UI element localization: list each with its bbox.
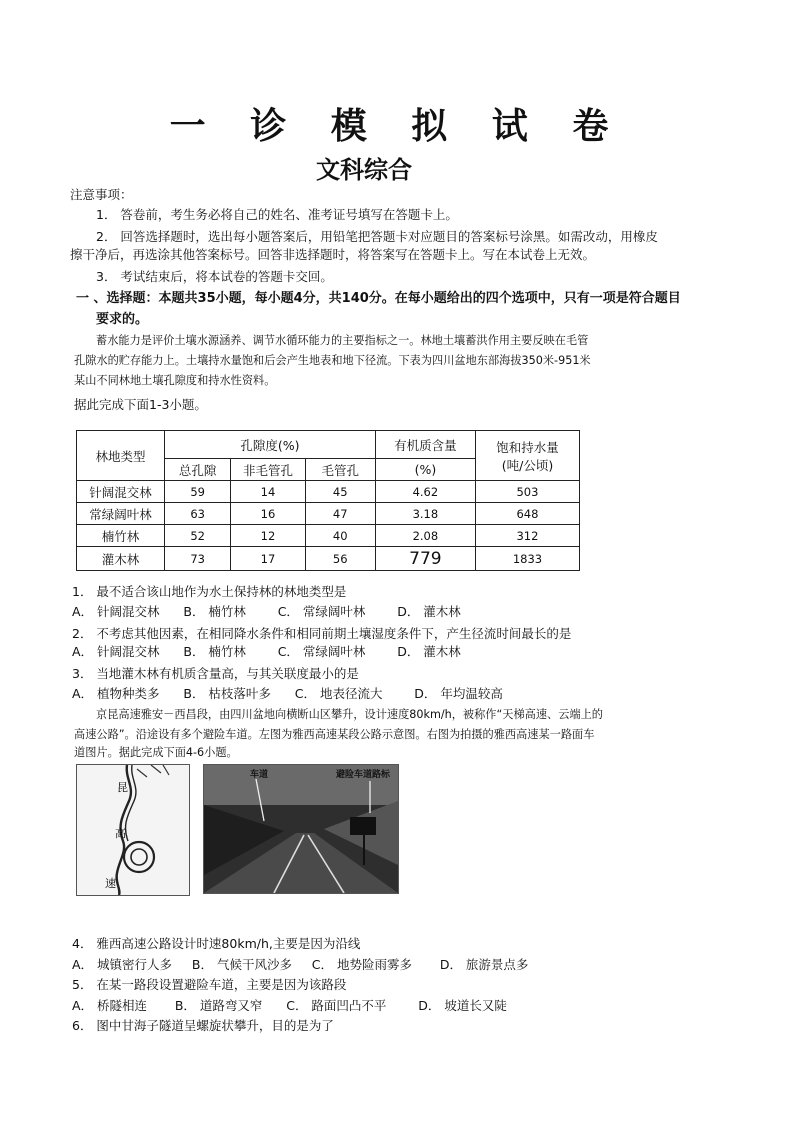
cell-saturation: 648 <box>475 503 579 525</box>
route-map-drawing <box>77 765 189 895</box>
question-3: 3． 当地灌木林有机质含量高，与其关联度最小的是 <box>72 666 359 681</box>
question-5-options: A． 桥隧相连 B． 道路弯又窄 C． 路面凹凸不平 D． 坡道长又陡 <box>72 998 507 1013</box>
table-row <box>77 547 580 571</box>
question-4: 4． 雅西高速公路设计时速80km/h,主要是因为沿线 <box>72 936 361 951</box>
question-5: 5． 在某一路段设置避险车道，主要是因为该路段 <box>72 977 347 992</box>
cell-organic: 779 <box>375 547 475 571</box>
page-subtitle <box>0 150 724 185</box>
section-heading-line-1: 一 、选择题：本题共35小题，每小题4分，共140分。在每小题给出的四个选项中，只有一项是符合题目 <box>76 291 681 306</box>
question-1-options: A． 针阔混交林 B． 楠竹林 C． 常绿阔叶林 D． 灌木林 <box>72 604 461 619</box>
table-row <box>77 503 580 525</box>
cell-organic: 2.08 <box>375 525 475 547</box>
passage1-line-3: 某山不同林地土壤孔隙度和持水性资料。 <box>74 374 276 387</box>
photo-label-lane: 车道 <box>250 770 269 780</box>
cell-type: 常绿阔叶林 <box>77 503 165 525</box>
cell-type: 针阔混交林 <box>77 481 165 503</box>
question-6: 6． 图中甘海子隧道呈螺旋状攀升，目的是为了 <box>72 1018 334 1033</box>
cell-noncap: 12 <box>231 525 305 547</box>
cell-cap: 45 <box>305 481 375 503</box>
passage1-line-4: 据此完成下面1-3小题。 <box>74 397 207 412</box>
map-char-2: 高 <box>115 827 126 840</box>
cell-type: 楠竹林 <box>77 525 165 547</box>
cell-noncap: 16 <box>231 503 305 525</box>
notice-item-1: 1． 答卷前，考生务必将自己的姓名、准考证号填写在答题卡上。 <box>96 207 458 222</box>
cell-type: 灌木林 <box>77 547 165 571</box>
cell-total: 52 <box>165 525 231 547</box>
passage2-line-2: 高速公路”。沿途设有多个避险车道。左图为雅西高速某段公路示意图。右图为拍摄的雅西高速某一路面车 <box>74 728 595 741</box>
section-heading-line-2: 要求的。 <box>96 312 149 327</box>
route-map-figure <box>76 764 190 896</box>
cell-total: 63 <box>165 503 231 525</box>
cell-noncap: 14 <box>231 481 305 503</box>
cell-cap: 56 <box>305 547 375 571</box>
road-photo-drawing <box>204 765 398 893</box>
road-photo-figure <box>203 764 399 894</box>
header-cap: 毛管孔 <box>305 459 375 481</box>
cell-noncap: 17 <box>231 547 305 571</box>
cell-saturation: 1833 <box>475 547 579 571</box>
cell-saturation: 503 <box>475 481 579 503</box>
cell-organic: 3.18 <box>375 503 475 525</box>
soil-data-table <box>76 430 580 571</box>
photo-label-sign: 避险车道路标 <box>336 770 391 780</box>
notice-item-3: 3． 考试结束后，将本试卷的答题卡交回。 <box>96 269 333 284</box>
notice-heading: 注意事项： <box>70 187 133 202</box>
cell-total: 59 <box>165 481 231 503</box>
map-marks <box>137 765 169 777</box>
header-saturation-line-1: 饱和持水量 <box>496 439 559 455</box>
subtitle-text: 文科综合 <box>316 155 412 184</box>
passage2-line-1: 京昆高速雅安－西昌段，由四川盆地向横断山区攀升，设计速度80km/h，被称作“天梯高速、云端上的 <box>96 708 603 721</box>
cell-organic: 4.62 <box>375 481 475 503</box>
header-saturation <box>475 431 579 481</box>
cell-total: 73 <box>165 547 231 571</box>
header-organic-unit: (%) <box>375 459 475 481</box>
question-2-options: A． 针阔混交林 B． 楠竹林 C． 常绿阔叶林 D． 灌木林 <box>72 644 461 659</box>
passage2-line-3: 道图片。据此完成下面4-6小题。 <box>74 746 238 759</box>
question-1: 1． 最不适合该山地作为水土保持林的林地类型是 <box>72 584 347 599</box>
cell-cap: 47 <box>305 503 375 525</box>
passage1-line-2: 孔隙水的贮存能力上。土壤持水量饱和后会产生地表和地下径流。下表为四川盆地东部海拔350米-951米 <box>74 354 591 367</box>
spiral-tunnel-loop <box>124 842 154 872</box>
passage1-line-1: 蓄水能力是评价土壤水源涵养、调节水循环能力的主要指标之一。林地土壤蓄洪作用主要反映在毛管 <box>96 334 589 347</box>
header-organic: 有机质含量 <box>375 431 475 459</box>
header-total: 总孔隙 <box>165 459 231 481</box>
table-row <box>77 525 580 547</box>
spiral-tunnel-inner-loop <box>131 849 147 865</box>
question-2: 2． 不考虑其他因素，在相同降水条件和相同前期土壤湿度条件下，产生径流时间最长的是 <box>72 626 572 641</box>
notice-item-2-line-2: 擦干净后，再选涂其他答案标号。回答非选择题时，将答案写在答题卡上。写在本试卷上无效。 <box>70 247 596 262</box>
cell-cap: 40 <box>305 525 375 547</box>
map-char-3: 速 <box>105 877 116 890</box>
question-3-options: A． 植物种类多 B． 枯枝落叶多 C． 地表径流大 D． 年均温较高 <box>72 686 503 701</box>
header-type: 林地类型 <box>77 431 165 481</box>
runaway-lane-sign <box>350 817 376 835</box>
header-porosity: 孔隙度(%) <box>165 431 376 459</box>
cell-saturation: 312 <box>475 525 579 547</box>
table-row <box>77 481 580 503</box>
page-title: 一 诊 模 拟 试 卷 <box>169 105 625 147</box>
question-4-options: A． 城镇密行人多 B． 气候干风沙多 C． 地势险雨雾多 D． 旅游景点多 <box>72 957 529 972</box>
header-noncap: 非毛管孔 <box>231 459 305 481</box>
header-saturation-line-2: (吨/公顷) <box>501 457 554 473</box>
notice-item-2-line-1: 2． 回答选择题时，选出每小题答案后，用铅笔把答题卡对应题目的答案标号涂黑。如需改动，用橡皮 <box>96 229 658 244</box>
map-char-1: 昆 <box>117 781 128 794</box>
